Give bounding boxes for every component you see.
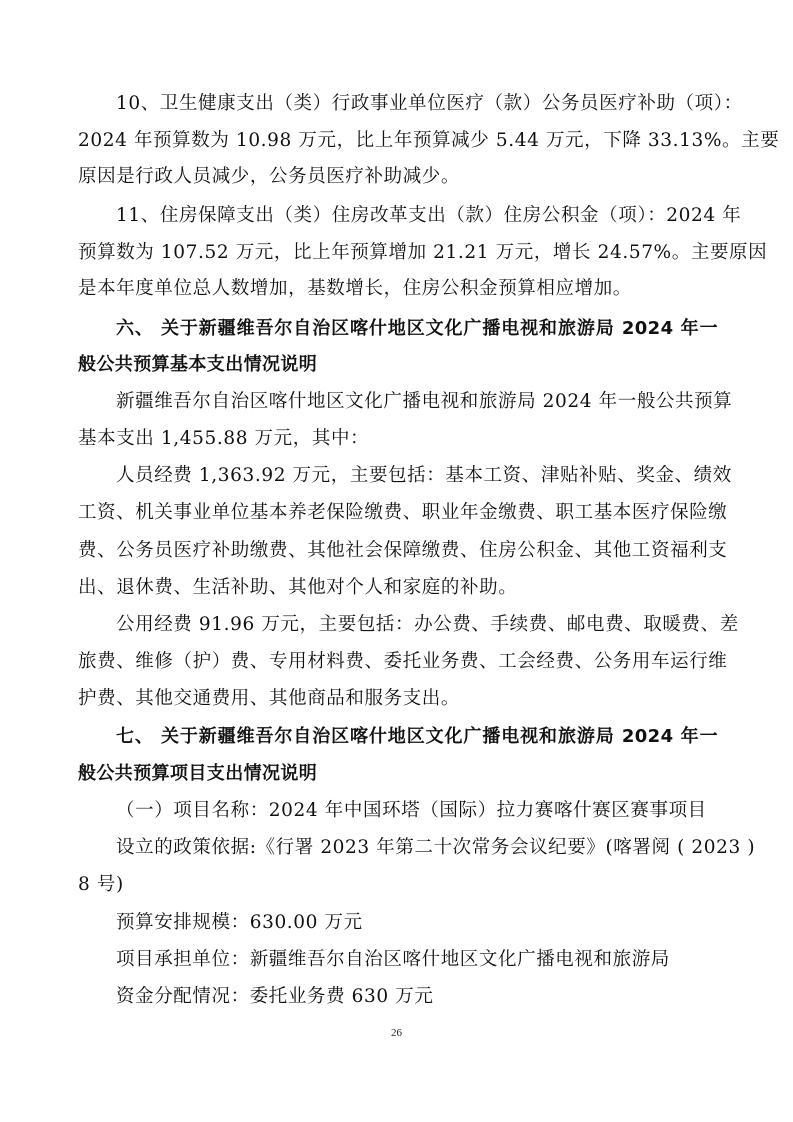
section-6-heading-line-2: 般公共预算基本支出情况说明 [78, 354, 318, 375]
personnel-expense-line-2: 工资、机关事业单位基本养老保险缴费、职业年金缴费、职工基本医疗保险缴 [78, 502, 728, 523]
basic-expense-line-1: 新疆维吾尔自治区喀什地区文化广播电视和旅游局 2024 年一般公共预算 [116, 391, 733, 412]
policy-basis-line-1: 设立的政策依据:《行署 2023 年第二十次常务会议纪要》(喀署阅 ( 2023 ) [116, 837, 756, 858]
basic-expense-line-2: 基本支出 1,455.88 万元，其中： [78, 428, 370, 449]
section-6-heading-line-1: 六、 关于新疆维吾尔自治区喀什地区文化广播电视和旅游局 2024 年一 [116, 318, 718, 339]
budget-scale: 预算安排规模：630.00 万元 [116, 912, 363, 933]
fund-allocation: 资金分配情况：委托业务费 630 万元 [116, 986, 434, 1007]
para-11-line-2: 预算数为 107.52 万元，比上年预算增加 21.21 万元，增长 24.57%。主要原因 [78, 242, 768, 263]
para-10-line-2: 2024 年预算数为 10.98 万元，比上年预算减少 5.44 万元，下降 33.13%。主要 [78, 130, 780, 151]
project-name: （一）项目名称：2024 年中国环塔（国际）拉力赛喀什赛区赛事项目 [116, 800, 707, 821]
para-11-line-1: 11、住房保障支出（类）住房改革支出（款）住房公积金（项）：2024 年 [116, 205, 742, 226]
para-11-line-3: 是本年度单位总人数增加，基数增长，住房公积金预算相应增加。 [78, 278, 632, 299]
policy-basis-line-2: 8 号) [78, 874, 124, 895]
public-expense-line-1: 公用经费 91.96 万元，主要包括：办公费、手续费、邮电费、取暖费、差 [116, 614, 739, 635]
project-unit: 项目承担单位：新疆维吾尔自治区喀什地区文化广播电视和旅游局 [116, 949, 670, 970]
para-10-line-3: 原因是行政人员减少，公务员医疗补助减少。 [78, 166, 461, 187]
public-expense-line-3: 护费、其他交通费用、其他商品和服务支出。 [78, 688, 461, 709]
public-expense-line-2: 旅费、维修（护）费、专用材料费、委托业务费、工会经费、公务用车运行维 [78, 651, 728, 672]
section-7-heading-line-2: 般公共预算项目支出情况说明 [78, 763, 318, 784]
para-10-line-1: 10、卫生健康支出（类）行政事业单位医疗（款）公务员医疗补助（项）： [116, 93, 743, 114]
page-number: 26 [391, 1027, 402, 1039]
personnel-expense-line-1: 人员经费 1,363.92 万元，主要包括：基本工资、津贴补贴、奖金、绩效 [116, 465, 732, 486]
personnel-expense-line-3: 费、公务员医疗补助缴费、其他社会保障缴费、住房公积金、其他工资福利支 [78, 540, 728, 561]
personnel-expense-line-4: 出、退休费、生活补助、其他对个人和家庭的补助。 [78, 577, 518, 598]
section-7-heading-line-1: 七、 关于新疆维吾尔自治区喀什地区文化广播电视和旅游局 2024 年一 [116, 726, 718, 747]
